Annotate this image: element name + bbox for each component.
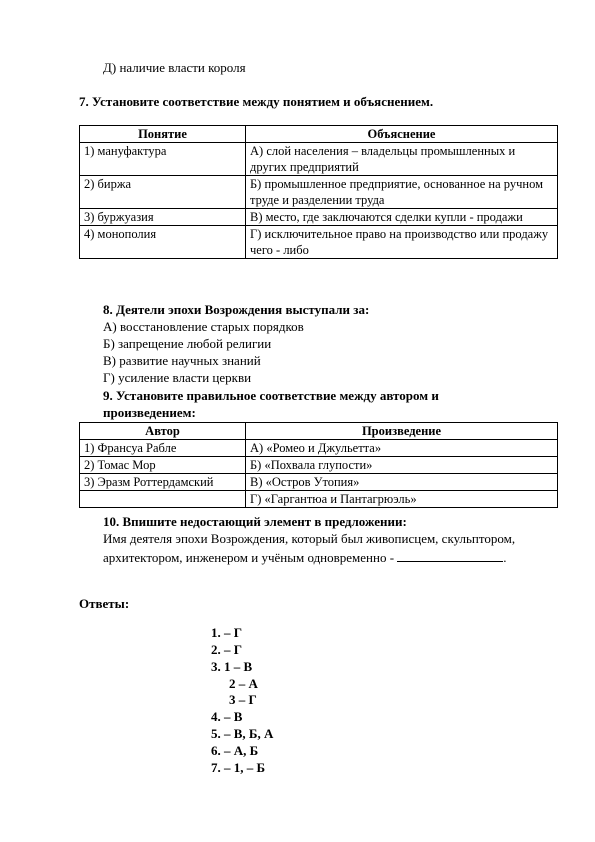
- q9-title-line2: произведением:: [103, 405, 196, 420]
- table-cell: Г) «Гаргантюа и Пантагрюэль»: [246, 491, 558, 508]
- table-cell: В) «Остров Утопия»: [246, 474, 558, 491]
- table-cell: [80, 491, 246, 508]
- q7-title: 7. Установите соответствие между понятием и объяснением.: [79, 94, 434, 109]
- q8-option-c: В) развитие научных знаний: [103, 353, 261, 368]
- q10-line2-text: архитектором, инженером и учёным одновременно -: [103, 550, 398, 565]
- answer-item: 3. 1 – В: [211, 659, 253, 674]
- answers-title: Ответы:: [79, 596, 130, 611]
- table-row: [80, 143, 558, 176]
- table-header: Понятие: [80, 126, 246, 143]
- table-cell: 3) буржуазия: [80, 209, 246, 226]
- q9-table: [79, 422, 558, 508]
- table-header-row: [80, 126, 558, 143]
- answer-item: 1. – Г: [211, 625, 243, 640]
- q10-line2: архитектором, инженером и учёным одновременно - .: [103, 550, 507, 565]
- table-header: Произведение: [246, 423, 558, 440]
- table-cell: Г) исключительное право на производство или продажу чего - либо: [246, 226, 558, 259]
- answer-item: 4. – В: [211, 709, 243, 724]
- q10-line1: Имя деятеля эпохи Возрождения, который был живописцем, скульптором,: [103, 531, 516, 546]
- q10-title: 10. Впишите недостающий элемент в предложении:: [103, 514, 407, 529]
- q8-option-b: Б) запрещение любой религии: [103, 336, 272, 351]
- q8-title: 8. Деятели эпохи Возрождения выступали за:: [103, 302, 370, 317]
- table-cell: 2) биржа: [80, 176, 246, 209]
- table-cell: В) место, где заключаются сделки купли - продажи: [246, 209, 558, 226]
- answer-item: 2 – А: [229, 676, 258, 691]
- table-cell: 3) Эразм Роттердамский: [80, 474, 246, 491]
- answer-item: 5. – В, Б, А: [211, 726, 274, 741]
- table-cell: А) слой населения – владельцы промышленных и других предприятий: [246, 143, 558, 176]
- table-row: [80, 209, 558, 226]
- answer-item: 3 – Г: [229, 692, 257, 707]
- table-row: [80, 440, 558, 457]
- table-row: [80, 491, 558, 508]
- q6-option-d: Д) наличие власти короля: [103, 60, 246, 75]
- q9-title-line1: 9. Установите правильное соответствие между автором и: [103, 388, 439, 403]
- answer-item: 7. – 1, – Б: [211, 760, 266, 775]
- table-cell: Б) промышленное предприятие, основанное на ручном труде и разделении труда: [246, 176, 558, 209]
- table-cell: А) «Ромео и Джульетта»: [246, 440, 558, 457]
- table-header: Автор: [80, 423, 246, 440]
- answer-blank[interactable]: [397, 549, 503, 562]
- table-header-row: [80, 423, 558, 440]
- q7-table: [79, 125, 558, 259]
- q8-option-a: А) восстановление старых порядков: [103, 319, 304, 334]
- answer-item: 6. – А, Б: [211, 743, 259, 758]
- table-row: [80, 457, 558, 474]
- answer-item: 2. – Г: [211, 642, 243, 657]
- table-cell: 1) Франсуа Рабле: [80, 440, 246, 457]
- table-row: [80, 226, 558, 259]
- table-cell: 4) монополия: [80, 226, 246, 259]
- table-row: [80, 474, 558, 491]
- table-row: [80, 176, 558, 209]
- table-cell: 1) мануфактура: [80, 143, 246, 176]
- table-header: Объяснение: [246, 126, 558, 143]
- table-cell: 2) Томас Мор: [80, 457, 246, 474]
- q8-option-d: Г) усиление власти церкви: [103, 370, 252, 385]
- table-cell: Б) «Похвала глупости»: [246, 457, 558, 474]
